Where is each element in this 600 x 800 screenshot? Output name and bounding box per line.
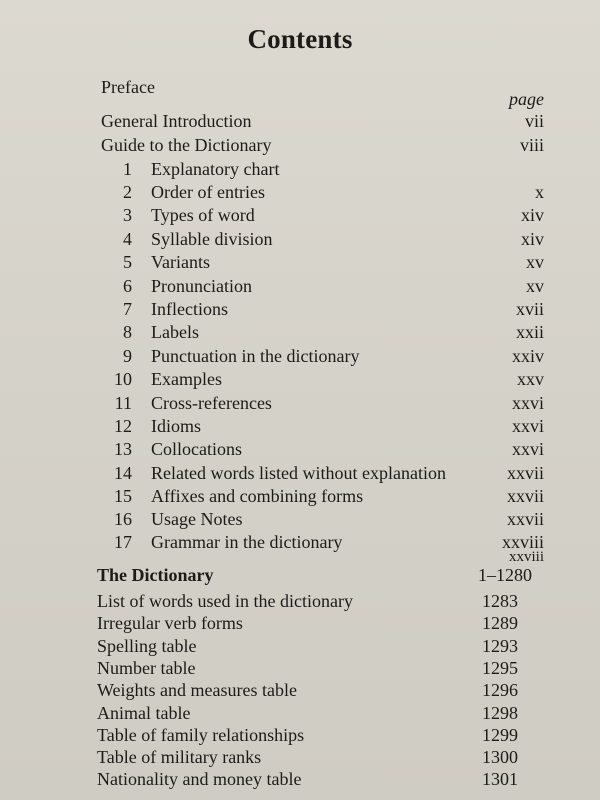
toc-label: Idioms [151,416,202,436]
toc-row-guide-11 [0,391,600,415]
toc-label: Explanatory chart [151,159,280,179]
toc-page: xxvii [506,486,544,506]
toc-row-guide [0,133,600,157]
toc-label: Number table [97,658,196,678]
toc-page: xiv [520,205,544,225]
toc-number: 13 [114,439,132,459]
toc-row-guide-7 [0,297,600,321]
toc-page: vii [524,111,544,131]
toc-label: Table of military ranks [97,747,262,767]
toc-number: 17 [114,532,132,552]
toc-label: Nationality and money table [97,769,302,789]
toc-label: Affixes and combining forms [151,486,364,506]
toc-row-guide-10 [0,367,600,391]
toc-row-the-dictionary [0,563,600,587]
toc-page: 1289 [482,613,518,633]
toc-row-appendix-5 [0,678,600,702]
toc-row-guide-9 [0,344,600,368]
toc-page: xvii [515,299,544,319]
toc-row-appendix-7 [0,723,600,747]
toc-row-guide-3 [0,203,600,227]
toc-row-guide-1 [0,157,600,181]
toc-number: 11 [114,393,132,413]
toc-label: Inflections [151,299,228,319]
toc-label: Examples [151,369,222,389]
toc-label: Pronunciation [151,276,252,296]
toc-page: 1298 [482,703,518,723]
toc-row-guide-13 [0,437,600,461]
toc-label: Animal table [97,703,191,723]
toc-label: General Introduction [101,111,252,131]
toc-label: Syllable division [151,229,273,249]
toc-row-guide-6 [0,274,600,298]
toc-label: Spelling table [97,636,197,656]
toc-label: Weights and measures table [97,680,297,700]
toc-row-guide-8 [0,320,600,344]
toc-page: 1300 [482,747,518,767]
toc-label: Guide to the Dictionary [101,135,272,155]
toc-page: xxvii [506,463,544,483]
toc-number: 12 [114,416,132,436]
toc-row-guide-12 [0,414,600,438]
toc-number: 7 [123,299,132,319]
toc-number: 10 [114,369,132,389]
toc-row-guide-4 [0,227,600,251]
toc-row-guide-2 [0,180,600,204]
toc-number: 14 [114,463,132,483]
toc-page: xxiv [511,346,544,366]
toc-row-preface [0,75,600,109]
toc-page: xxv [517,369,544,389]
toc-page: xxviii [508,549,544,565]
toc-row-appendix-4 [0,656,600,680]
toc-page: xv [526,276,544,296]
toc-page: 1293 [482,636,518,656]
toc-label: Variants [151,252,210,272]
toc-label: The Dictionary [97,565,214,585]
toc-number: 8 [123,322,132,342]
toc-label: Preface [101,77,155,97]
toc-row-appendix-9 [0,767,600,791]
toc-row-appendix-6 [0,701,600,725]
toc-number: 9 [123,346,132,366]
toc-page: xiv [520,229,544,249]
toc-page: 1296 [482,680,518,700]
toc-label: Collocations [151,439,242,459]
toc-page: 1299 [482,725,518,745]
toc-row-guide-16 [0,507,600,531]
toc-number: 6 [123,276,132,296]
toc-row-appendix-2 [0,611,600,635]
toc-page: viii [519,135,544,155]
toc-page: xxvi [511,416,544,436]
toc-number: 2 [123,182,132,202]
toc-label: Punctuation in the dictionary [151,346,360,366]
toc-label: Labels [151,322,199,342]
toc-label: Cross-references [151,393,272,413]
toc-page: 1–1280 [478,565,532,585]
toc-page: xxvi [511,439,544,459]
toc-page: x [535,182,544,202]
toc-number: 3 [123,205,132,225]
toc-label: Order of entries [151,182,265,202]
toc-label: List of words used in the dictionary [97,591,353,611]
toc-row-appendix-8 [0,745,600,769]
toc-row-appendix-1 [0,589,600,613]
toc-label: Grammar in the dictionary [151,532,343,552]
toc-row-general-introduction [0,109,600,133]
toc-label: Usage Notes [151,509,243,529]
toc-label: Related words listed without explanation [151,463,446,483]
toc-label: Irregular verb forms [97,613,243,633]
toc-label: Types of word [151,205,255,225]
page-title: Contents [247,24,353,54]
toc-row-guide-15 [0,484,600,508]
toc-page: xxviii [501,532,544,552]
page-column-heading: page [509,89,544,109]
toc-page: 1301 [482,769,518,789]
toc-page: 1283 [482,591,518,611]
toc-number: 5 [123,252,132,272]
toc-page: xxvii [506,509,544,529]
toc-number: 4 [123,229,132,249]
toc-page: xxii [515,322,544,342]
toc-page: xv [526,252,544,272]
toc-number: 15 [114,486,132,506]
toc-number: 1 [123,159,132,179]
toc-number: 16 [114,509,132,529]
toc-label: Table of family relationships [97,725,305,745]
toc-page: xxvi [511,393,544,413]
toc-row-appendix-3 [0,634,600,658]
toc-page: 1295 [482,658,518,678]
toc-row-guide-14 [0,461,600,485]
toc-row-guide-5 [0,250,600,274]
